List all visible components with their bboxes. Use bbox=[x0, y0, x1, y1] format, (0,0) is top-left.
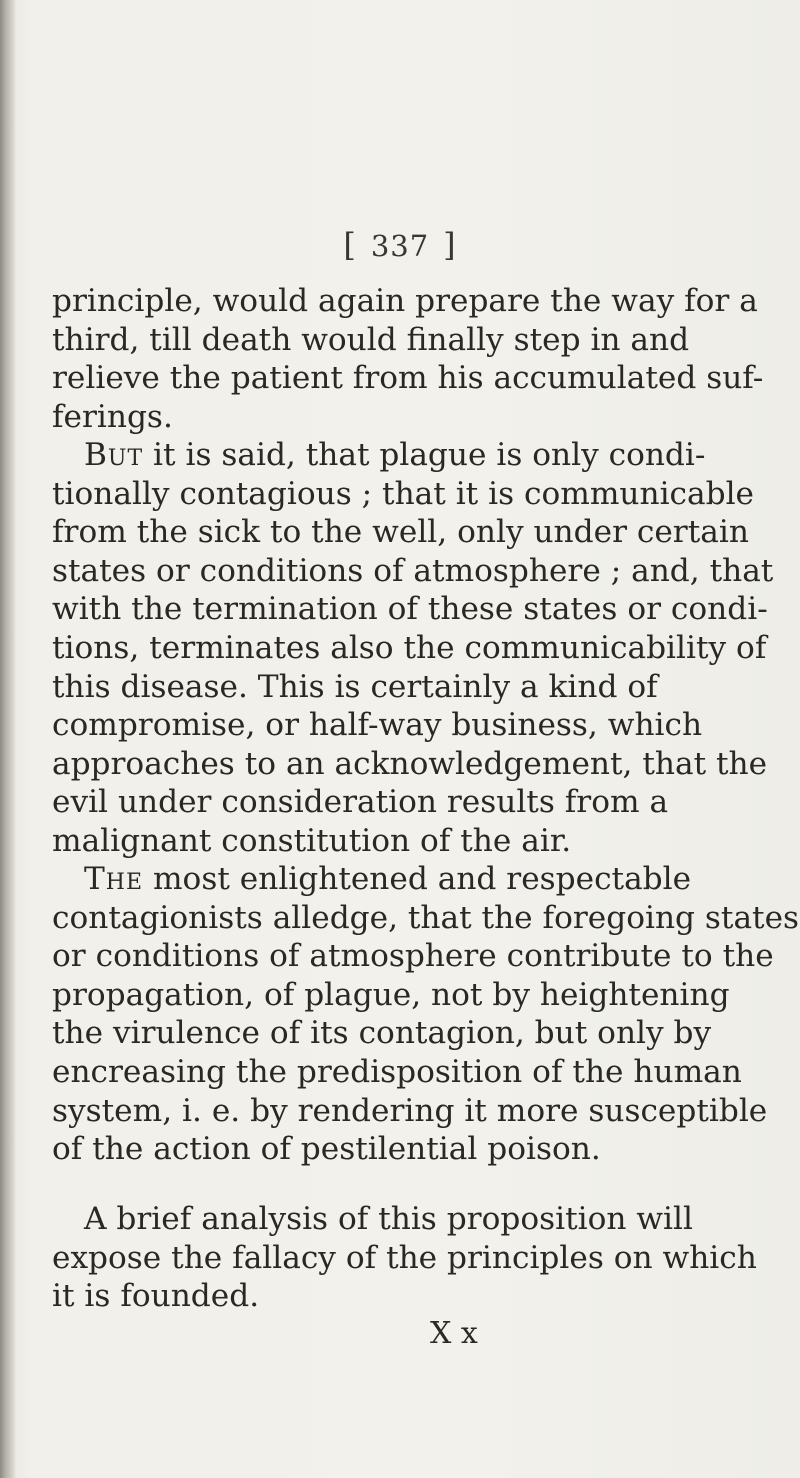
text-line: most enlightened and respectable bbox=[143, 861, 692, 897]
book-gutter bbox=[0, 0, 16, 1478]
text-line: principle, would again prepare the way for a bbox=[52, 283, 758, 319]
page-header bbox=[0, 226, 800, 264]
text-line: third, till death would finally step in and bbox=[52, 321, 690, 358]
text-line: states or conditions of atmosphere ; and, that bbox=[52, 552, 774, 589]
text-line: contagionists alledge, that the foregoing states bbox=[52, 899, 800, 936]
text-line: tionally contagious ; that it is communicable bbox=[52, 475, 755, 512]
text-line: ferings. bbox=[52, 398, 173, 435]
paragraph-lead-word: The bbox=[84, 861, 144, 897]
text-line: propagation, of plague, not by heightening bbox=[52, 976, 730, 1013]
text-line: it is founded. bbox=[52, 1278, 260, 1315]
text-line: encreasing the predisposition of the human bbox=[52, 1053, 742, 1090]
text-line: approaches to an acknowledgement, that the bbox=[52, 745, 768, 782]
text-line: of the action of pestilential poison. bbox=[52, 1131, 601, 1168]
text-line: malignant constitution of the air. bbox=[52, 822, 572, 859]
text-line: it is said, that plague is only condi- bbox=[143, 437, 706, 473]
text-line: A brief analysis of this proposition will bbox=[84, 1201, 693, 1237]
text-line: relieve the patient from his accumulated suf- bbox=[52, 360, 764, 397]
header-right-bracket: ] bbox=[443, 226, 457, 264]
header-left-bracket: [ bbox=[343, 226, 357, 264]
paragraph-lead-word: But bbox=[84, 437, 144, 473]
text-line: with the termination of these states or condi- bbox=[52, 591, 768, 628]
text-line: expose the fallacy of the principles on which bbox=[52, 1239, 757, 1276]
paragraph-3 bbox=[52, 860, 800, 1169]
text-line: evil under consideration results from a bbox=[52, 784, 669, 821]
signature-mark: X x bbox=[430, 1316, 478, 1351]
text-line: compromise, or half-way business, which bbox=[52, 707, 703, 744]
text-line: from the sick to the well, only under certain bbox=[52, 514, 749, 551]
text-line: this disease. This is certainly a kind of bbox=[52, 668, 658, 705]
text-line: or conditions of atmosphere contribute to the bbox=[52, 938, 774, 975]
page-number: 337 bbox=[370, 229, 430, 263]
text-line: the virulence of its contagion, but only by bbox=[52, 1015, 712, 1052]
text-line: tions, terminates also the communicability of bbox=[52, 629, 767, 666]
paragraph-2 bbox=[52, 436, 774, 861]
paragraph-1 bbox=[52, 282, 764, 436]
paragraph-4 bbox=[52, 1200, 757, 1316]
text-line: system, i. e. by rendering it more susceptible bbox=[52, 1092, 768, 1129]
